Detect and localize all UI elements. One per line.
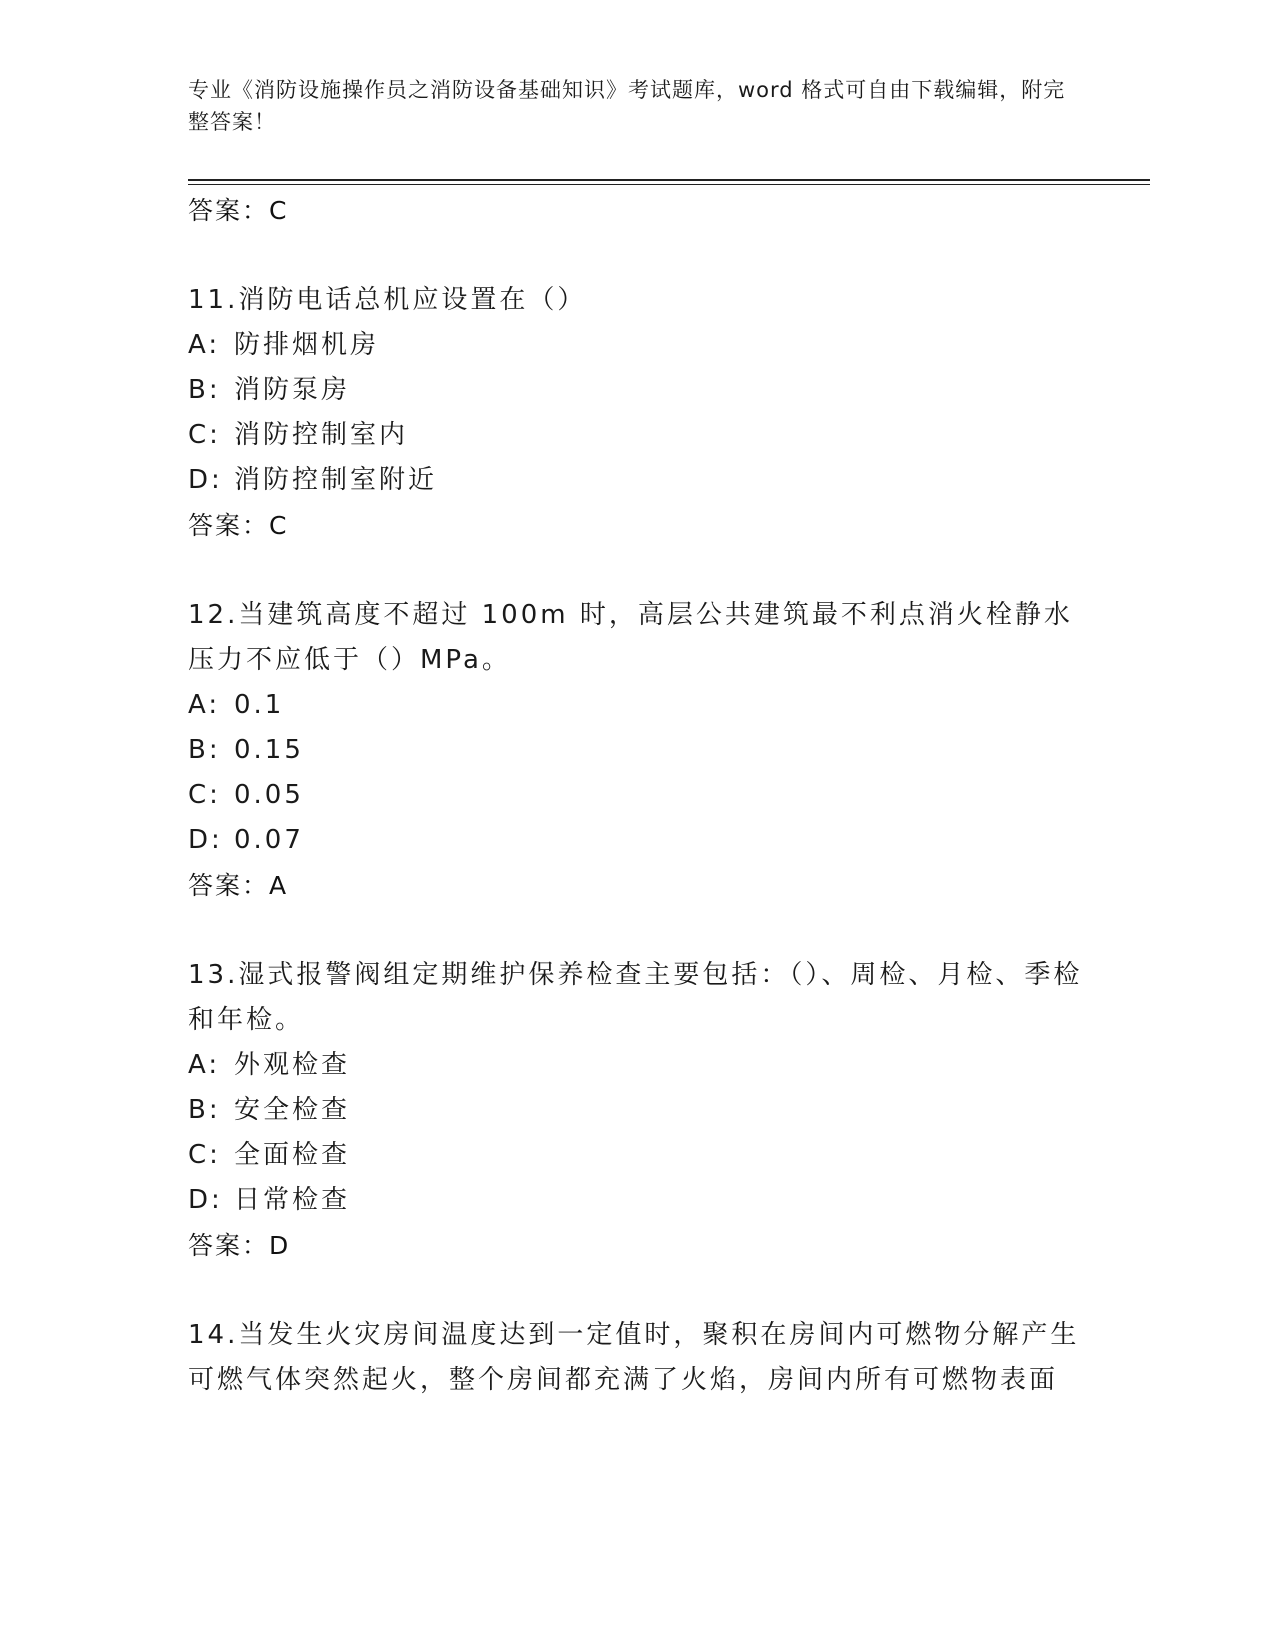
option-b (188, 368, 1088, 413)
option-key: C: (188, 1140, 221, 1170)
option-a (188, 1043, 1088, 1088)
answer-label: 答案： (188, 871, 270, 900)
answer-value: D (269, 1231, 290, 1260)
option-b (188, 728, 1088, 773)
question-list (188, 188, 1088, 1403)
answer-line (188, 863, 1088, 909)
answer-line (188, 1223, 1088, 1269)
option-key: D: (188, 825, 223, 855)
option-c (188, 413, 1088, 458)
answer-value: C (269, 196, 288, 225)
question-text: 11.消防电话总机应设置在（） (188, 285, 587, 315)
option-text: 安全检查 (234, 1095, 351, 1125)
option-key: B: (188, 1095, 221, 1125)
option-text: 防排烟机房 (234, 330, 380, 360)
option-a (188, 683, 1088, 728)
question-text: 12.当建筑高度不超过 100m 时，高层公共建筑最不利点消火栓静水压力不应低于（）MPa。 (188, 600, 1073, 675)
option-key: D: (188, 465, 223, 495)
answer-label: 答案： (188, 1231, 270, 1260)
option-key: A: (188, 690, 221, 720)
spacer (188, 234, 1088, 278)
option-key: A: (188, 330, 221, 360)
option-key: B: (188, 735, 221, 765)
question-text: 14.当发生火灾房间温度达到一定值时，聚积在房间内可燃物分解产生可燃气体突然起火，整个房间都充满了火焰，房间内所有可燃物表面 (188, 1320, 1080, 1395)
header-divider (188, 179, 1150, 181)
option-b (188, 1088, 1088, 1133)
option-text: 0.07 (234, 825, 304, 855)
option-a (188, 323, 1088, 368)
answer-line (188, 503, 1088, 549)
option-key: C: (188, 420, 221, 450)
header-text: 专业《消防设施操作员之消防设备基础知识》考试题库，word 格式可自由下载编辑，附完整答案！ (188, 78, 1066, 134)
option-key: A: (188, 1050, 221, 1080)
option-text: 消防控制室附近 (234, 465, 438, 495)
option-c (188, 1133, 1088, 1178)
option-key: C: (188, 780, 221, 810)
option-text: 消防泵房 (234, 375, 351, 405)
answer-line-10 (188, 188, 1088, 234)
option-text: 0.15 (234, 735, 304, 765)
question-block-11 (188, 278, 1088, 549)
option-text: 外观检查 (234, 1050, 351, 1080)
answer-label: 答案： (188, 511, 270, 540)
option-c (188, 773, 1088, 818)
spacer (188, 549, 1088, 593)
question-block-12 (188, 593, 1088, 909)
option-text: 全面检查 (234, 1140, 351, 1170)
question-block-14 (188, 1313, 1088, 1403)
option-d (188, 818, 1088, 863)
option-text: 0.05 (234, 780, 304, 810)
spacer (188, 1269, 1088, 1313)
option-key: B: (188, 375, 221, 405)
option-d (188, 1178, 1088, 1223)
option-text: 0.1 (234, 690, 285, 720)
option-text: 消防控制室内 (234, 420, 409, 450)
answer-value: A (269, 871, 288, 900)
answer-value: C (269, 511, 288, 540)
question-block-13 (188, 953, 1088, 1269)
option-key: D: (188, 1185, 223, 1215)
spacer (188, 909, 1088, 953)
option-text: 日常检查 (234, 1185, 351, 1215)
option-d (188, 458, 1088, 503)
answer-label: 答案： (188, 196, 270, 225)
header-divider-thin (188, 184, 1150, 185)
question-text: 13.湿式报警阀组定期维护保养检查主要包括：（）、周检、月检、季检和年检。 (188, 960, 1083, 1035)
document-header (188, 74, 1068, 138)
